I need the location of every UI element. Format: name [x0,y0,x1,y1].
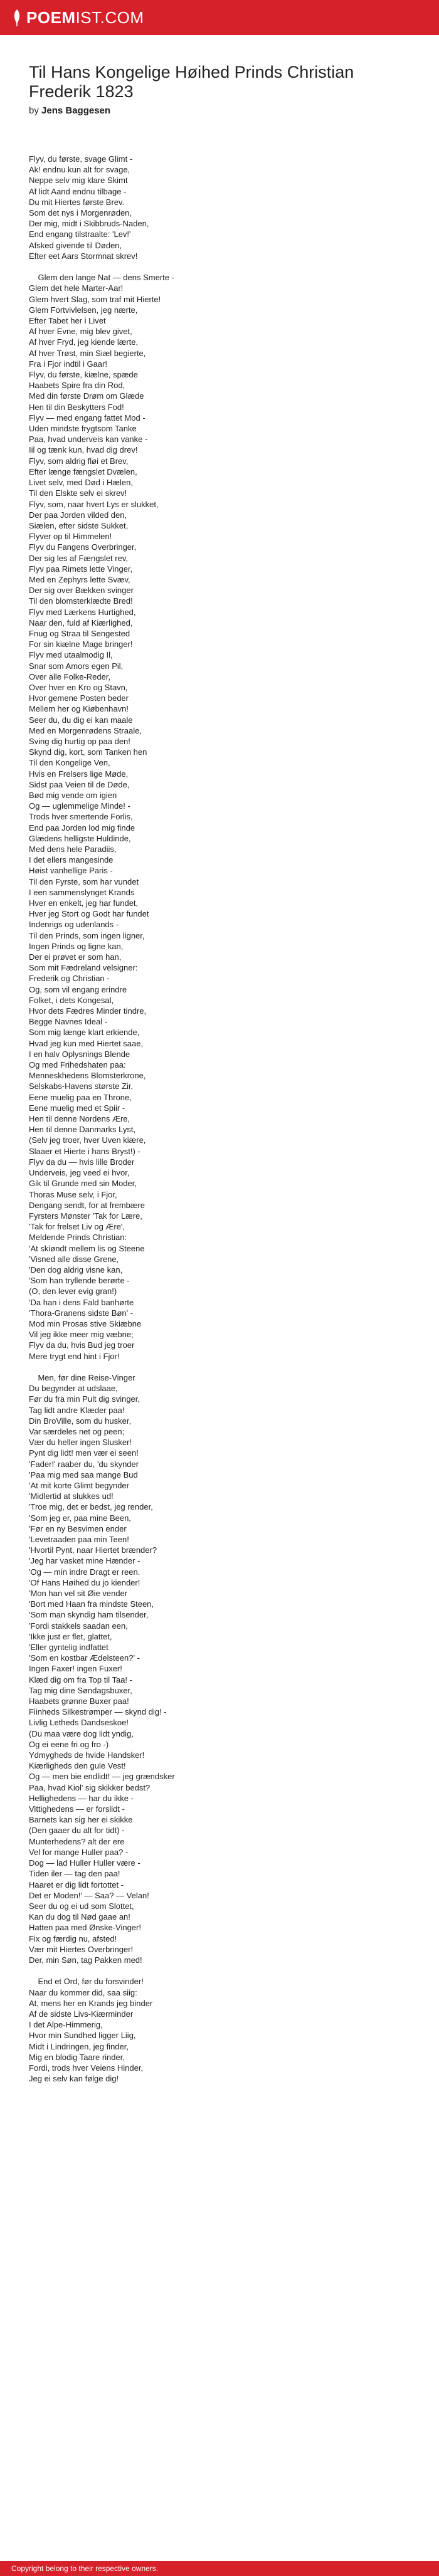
site-footer [0,2561,439,2576]
author-link[interactable]: Jens Baggesen [41,105,111,116]
site-logo[interactable] [11,8,144,28]
poem-text: Flyv, du første, svage Glimt - Ak! endnu kun alt for svage, Neppe selv mig klare Skimt Af lidt Aand endnu tilbage - Du mit Hiertes første Brev. Som det nys i Morgenrøden, Der mig, midt i Skibbruds-Naden, End engang tilstraalte: 'Lev!' Afsked givende til Døden, Efter eet Aars Stormnat skrev! Glem den lange Nat — dens Smerte - Glem det hele Marter-Aar! Glem hvert Slag, som traf mit Hierte! Glem Fortvivlelsen, jeg nærte, Efter Tabet her i Livet Af hver Evne, mig blev givet, Af hver Fryd, jeg kiende lærte, Af hver Trøst, min Siæl begierte, Fra i Fjor indtil i Gaar! Flyv, du første, kiælne, spæde Haabets Spire fra din Rod, Med din første Drøm om Glæde Hen til din Beskytters Fod! Flyv — med engang fattet Mod - Uden mindste frygtsom Tanke Paa, hvad underveis kan vanke - Iil og tænk kun, hvad dig drev! Flyv, som aldrig fløi et Brev, Efter længe fængslet Dvælen, Livet selv, med Død i Hælen, Til den Elskte selv ei skrev! Flyv, som, naar hvert Lys er slukket, Der paa Jorden vilded den, Siælen, efter sidste Sukket, Flyver op til Himmelen! Flyv du Fangens Overbringer, Der sig les af Fængslet rev, Flyv paa Rimets lette Vinger, Med en Zephyrs lette Svæv, Der sig over Bækken svinger Til den blomsterklædte Bred! Flyv med Lærkens Hurtighed, Naar den, fuld af Kiærlighed, Fnug og Straa til Sengested For sin kiælne Mage bringer! Flyv med utaalmodig Il, Snar som Amors egen Pil, Over alle Folke-Reder, Over hver en Kro og Stavn, Hvor gemene Posten beder Mellem her og Kiøbenhavn! Seer du, du dig ei kan maale Med en Morgenrødens Straale, Sving dig hurtig op paa den! Skynd dig, kort, som Tanken hen Til den Kongelige Ven, Hvis en Frelsers lige Møde, Sidst paa Veien til de Døde, Bød mig vende om igien Og — uglemmelige Minde! - Trods hver smertende Forlis, End paa Jorden lod mig finde Glædens helligste Huldinde, Med dens hele Paradiis, I det ellers mangesinde Høist vanhellige Paris - Til den Fyrste, som har vundet I een sammenslynget Krands Hver en enkelt, jeg har fundet, Hver jeg Stort og Godt har fundet Indenrigs og udenlands - Til den Prinds, som ingen ligner, Ingen Prinds og ligne kan, Der ei prøvet er som han, Som mit Fædreland velsigner: Frederik og Christian - Og, som vil engang erindre Folket, i dets Kongesal, Hvor dets Fædres Minder tindre, Begge Navnes Ideal - Som mig længe klart erkiende, Hvad jeg kun med Hiertet saae, I en halv Oplysnings Blende Og med Frihedshaten paa: Menneskhedens Blomsterkrone, Selskabs-Havens største Zir, Eene muelig paa en Throne, Eene muelig med et Spiir - Hen til denne Nordens Ære, Hen til denne Danmarks Lyst, (Selv jeg troer, hver Uven kiære, Slaaer et Hierte i hans Bryst!) - Flyv da du — hvis lille Broder Underveis, jeg veed ei hvor, Gik til Grunde med sin Moder, Thoras Muse selv, i Fjor, Dengang sendt, for at frembære Fyrsters Mønster 'Tak for Lære, 'Tak for frelset Liv og Ære', Meldende Prinds Christian: 'At skiøndt mellem lis og Steene 'Visned alle disse Grene, 'Den dog aldrig visne kan, 'Som han tryllende berørte - (O, den lever evig gran!) 'Da han i dens Fald banhørte 'Thora-Granens sidste Bøn' - Mod min Prosas stive Skiæbne Vil jeg ikke meer mig væbne; Flyv da du, hvis Bud jeg troer Mere trygt end hint i Fjor! Men, før dine Reise-Vinger Du begynder at udslaae, Før du fra min Pult dig svinger, Tag lidt andre Klæder paa! Din BroVille, som du husker, Var særdeles net og peen; Vær du heller ingen Slusker! Pynt dig lidt! men vær ei seen! 'Fader!' raaber du, 'du skynder 'Paa mig med saa mange Bud 'At mit korte Glimt begynder 'Midlertid at slukkes ud! 'Troe mig, det er bedst, jeg render, 'Som jeg er, paa mine Been, 'Før en ny Besvimen ender 'Levetraaden paa min Teen! 'Hvortil Pynt, naar Hiertet brænder? 'Jeg har vasket mine Hænder - 'Og — min indre Dragt er reen. 'Of Hans Høihed du jo kiender! 'Mon han vel sit Øie vender 'Bort med Haan fra mindste Steen, 'Som man skyndig ham tilsender, 'Fordi stakkels saadan een, 'Ikke just er flet, glattet, 'Eller gyntelig indfattet 'Som en kostbar Ædelsteen?' - Ingen Faxer! ingen Fuxer! Klæd dig om fra Top til Taa! - Tag mig dine Søndagsbuxer, Haabets grønne Buxer paa! Fiinheds Silkestrømper — skynd dig! - Livlig Letheds Dandseskoe! (Du maa være dog lidt yndig, Og ei eene fri og fro -) Ydmygheds de hvide Handsker! Kiærligheds den gule Vest! Og — men bie endlidt! — jeg grændsker Paa, hvad Kiol' sig skikker bedst? Hellighedens — har du ikke - Vittighedens — er forslidt - Barnets kan sig her ei skikke (Den gaaer du alt for tidt) - Munterhedens? alt der ere Vel for mange Huller paa? - Dog — lad Huller Huller være - Tiden iler — tag den paa! Haaret er dig lidt fortottet - Det er Moden!' — Saa? — Velan! Seer du og ei ud som Slottet, Kan du dog til Nød gaae an! Hatten paa med Ønske-Vinger! Fix og færdig nu, afsted! Vær mit Hiertes Overbringer! Der, min Søn, tag Pakken med! End et Ord, før du forsvinder! Naar du kommer did, saa siig: At, mens her en Krands jeg binder Af de sidste Livs-Kiærminder I det Alpe-Himmerig, Hvor min Sundhed ligger Liig, Midt i Lindringen, jeg finder, Mig en blodig Taare rinder, Fordi, trods hver Veiens Hinder, Jeg ei selv kan følge dig! [29,154,175,2084]
feather-pen-icon [11,9,23,26]
site-header [0,0,439,35]
by-label: by [29,105,39,116]
copyright-text: Copyright belong to their respective owners. [11,2564,159,2573]
byline [29,105,418,116]
logo-text-rest: IST.COM [75,8,144,27]
poem-title: Til Hans Kongelige Høihed Prinds Christian Frederik 1823 [29,63,354,101]
poem-content [29,63,418,2084]
logo-text-bold: POEM [26,8,76,27]
